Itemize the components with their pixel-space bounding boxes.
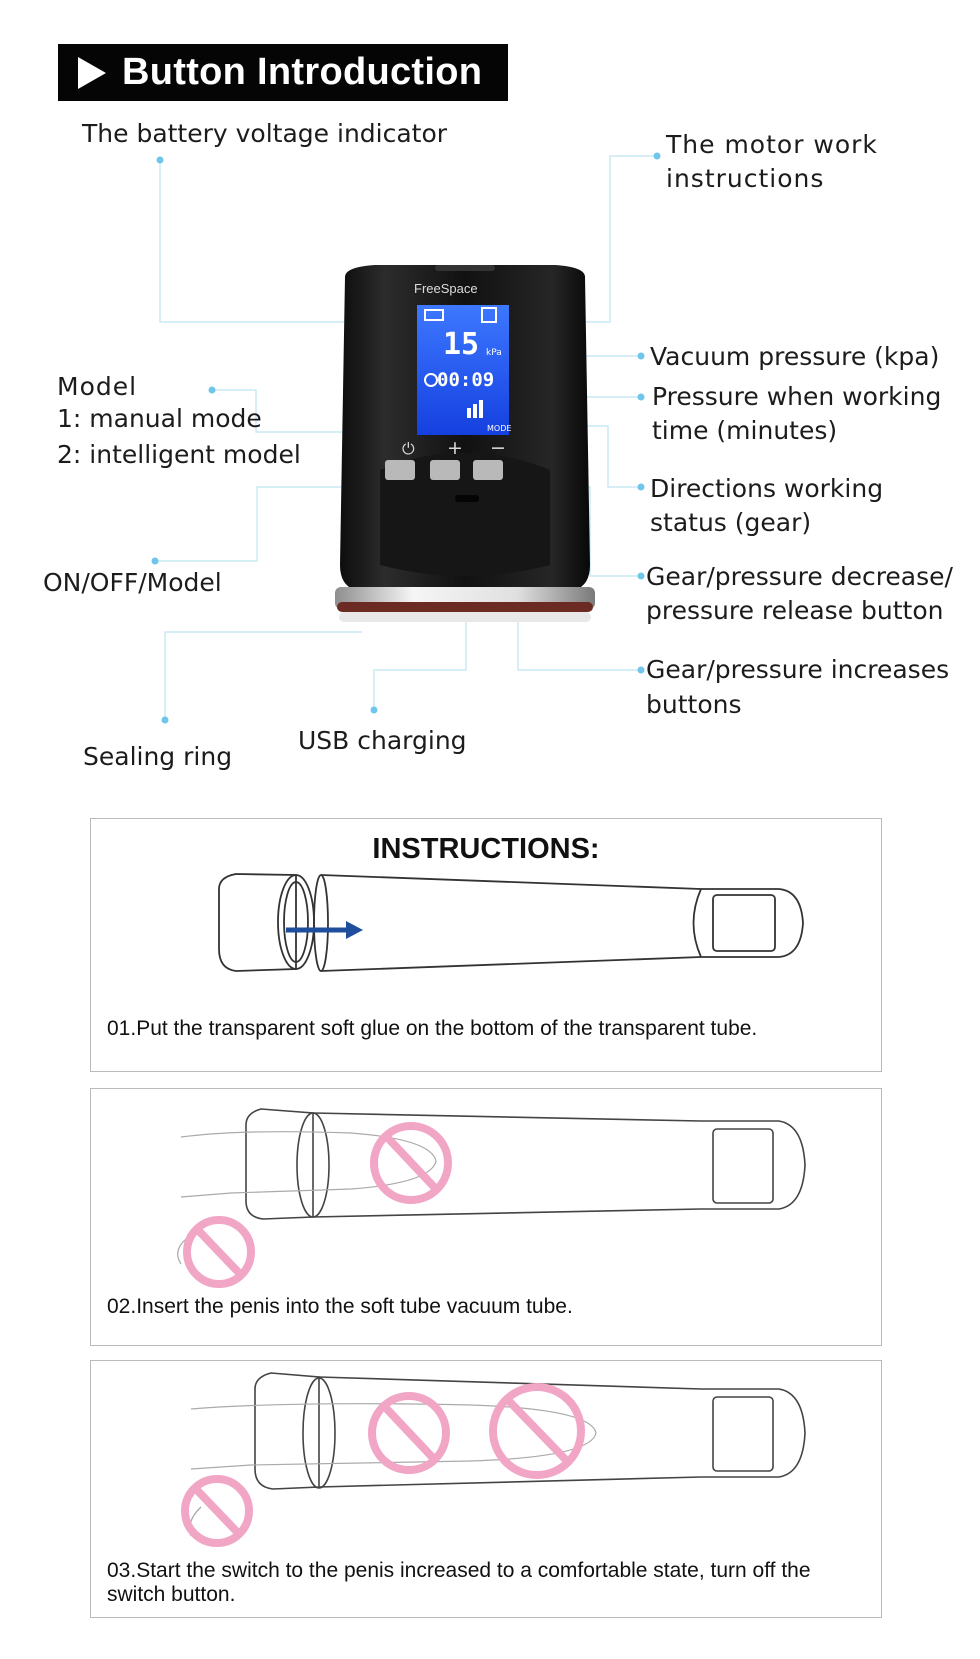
step-2-text: 02.Insert the penis into the soft tube vacuum tube. [107, 1295, 573, 1318]
label-decrease-line1: Gear/pressure decrease/ [646, 562, 953, 591]
label-motor-line2: instructions [666, 164, 825, 193]
label-usb-charging: USB charging [298, 726, 467, 755]
instruction-step-3 [90, 1360, 882, 1618]
step-1-text: 01.Put the transparent soft glue on the bottom of the transparent tube. [107, 1017, 758, 1040]
label-time-line1: Pressure when working [652, 382, 942, 411]
lcd-time: 00:09 [437, 369, 495, 391]
label-increase-line1: Gear/pressure increases [646, 655, 950, 684]
instruction-step-2 [90, 1088, 882, 1346]
label-time-line2: time (minutes) [652, 416, 838, 445]
label-model-intelligent: 2: intelligent model [57, 440, 301, 469]
lcd-mode-tag: MODE [487, 424, 512, 433]
pump-device [335, 265, 595, 665]
label-increase-line2: buttons [646, 690, 742, 719]
step-3-text: 03.Start the switch to the penis increased to a comfortable state, turn off the switch button. [107, 1559, 811, 1606]
section-title: Button Introduction [122, 51, 483, 93]
lcd-pressure: 15 [443, 327, 480, 362]
label-battery-indicator: The battery voltage indicator [82, 119, 448, 148]
label-model-title: Model [57, 372, 138, 401]
minus-icon: − [490, 437, 506, 459]
label-sealing-ring: Sealing ring [83, 742, 233, 771]
power-icon: ⏻ [402, 439, 415, 458]
instructions-title: INSTRUCTIONS: [372, 833, 600, 865]
label-directions-line2: status (gear) [650, 508, 812, 537]
label-directions-line1: Directions working [650, 474, 884, 503]
label-onoff-model: ON/OFF/Model [43, 568, 222, 597]
brand-logo: FreeSpace [414, 281, 478, 296]
plus-icon: + [447, 437, 463, 459]
label-model-manual: 1: manual mode [57, 404, 262, 433]
power-button [385, 460, 415, 480]
minus-button [473, 460, 503, 480]
plus-button [430, 460, 460, 480]
label-vacuum-pressure: Vacuum pressure (kpa) [650, 342, 940, 371]
lcd-unit: kPa [486, 348, 502, 358]
label-decrease-line2: pressure release button [646, 596, 944, 625]
instruction-step-1 [90, 818, 882, 1072]
label-motor-line1: The motor work [666, 130, 878, 159]
